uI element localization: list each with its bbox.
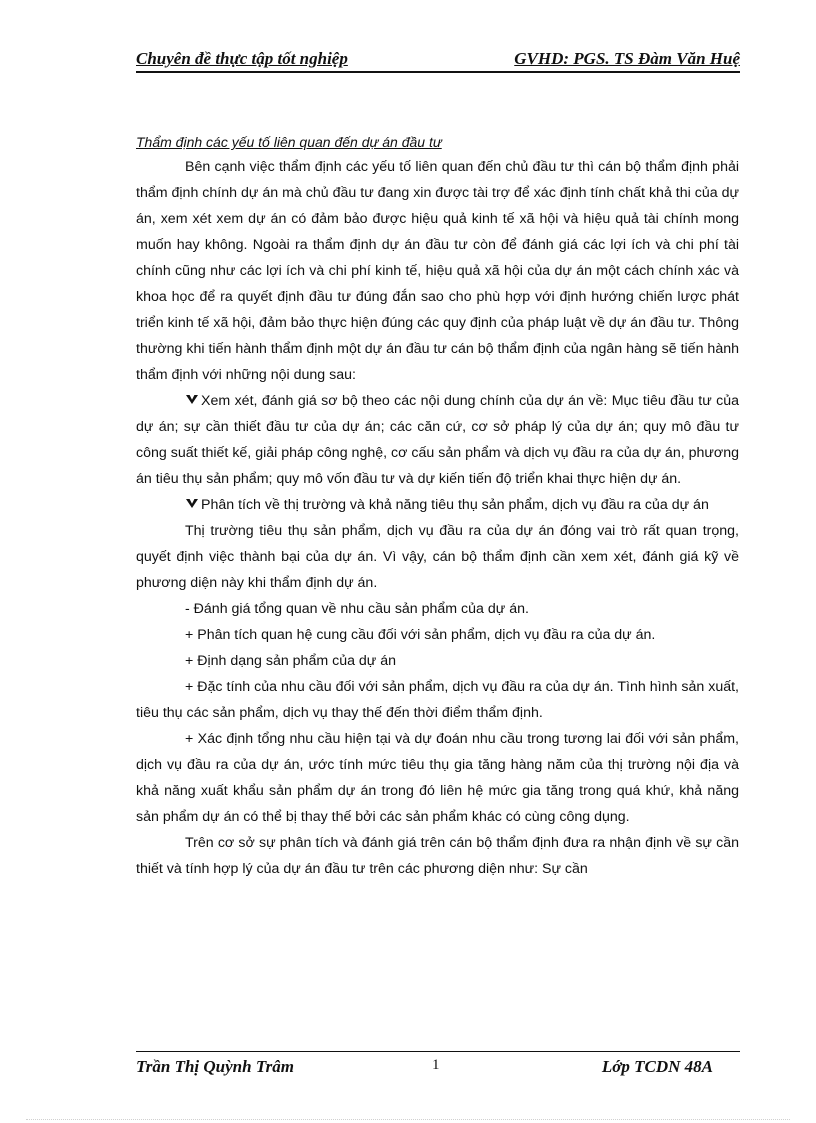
page-footer (136, 1051, 740, 1084)
market-paragraph: Thị trường tiêu thụ sản phẩm, dịch vụ đầu ra của dự án đóng vai trò rất quan trọng, quyết định việc thành bại của dự án. Vì vậy, cán bộ thẩm định cần xem xét, đánh giá kỹ về phương diện này khi thẩm định dự án. (136, 523, 739, 591)
check-mark-icon (185, 498, 199, 510)
format-item: + Định dạng sản phẩm của dự án (185, 653, 397, 669)
document-body (136, 130, 739, 882)
bullet-text-2: Phân tích về thị trường và khả năng tiêu thụ sản phẩm, dịch vụ đầu ra của dự án (201, 497, 709, 513)
bullet-paragraph-2 (136, 492, 739, 518)
conclusion-paragraph: Trên cơ sở sự phân tích và đánh giá trên cán bộ thẩm định đưa ra nhận định về sự cần thiết và tính hợp lý của dự án đầu tư trên các phương diện như: Sự cần (136, 835, 739, 877)
footer-author: Trần Thị Quỳnh Trâm (136, 1057, 294, 1076)
footer-class: Lớp TCDN 48A (601, 1057, 713, 1076)
overview-item: - Đánh giá tổng quan về nhu cầu sản phẩm của dự án. (185, 601, 529, 617)
header-title: Chuyên đề thực tập tốt nghiệp (136, 49, 348, 68)
intro-paragraph: Bên cạnh việc thẩm định các yếu tố liên quan đến chủ đầu tư thì cán bộ thẩm định phải thẩm định chính dự án mà chủ đầu tư đang xin được tài trợ để xác định tính chất khả thi của dự án, xem xét xem dự án có đảm bảo được hiệu quả kinh tế xã hội và hiệu quả tài chính mong muốn hay không. Ngoài ra thẩm định dự án đầu tư còn để đánh giá các lợi ích và chi phí tài chính cũng như các lợi ích và chi phí kinh tế, hiệu quả xã hội của dự án một cách chính xác và khoa học để ra quyết định đầu tư đúng đắn sao cho phù hợp với định hướng chiến lược phát triển kinh tế xã hội, đảm bảo thực hiện đúng các quy định của pháp luật về dự án đầu tư. Thông thường khi tiến hành thẩm định một dự án đầu tư cán bộ thẩm định của ngân hàng sẽ tiến hành thẩm định với những nội dung sau: (136, 159, 739, 383)
page-header (136, 49, 740, 73)
bullet-paragraph-1 (136, 388, 739, 492)
demand-item: + Xác định tổng nhu cầu hiện tại và dự đoán nhu cầu trong tương lai đối với sản phẩm, dịch vụ đầu ra của dự án, ước tính mức tiêu thụ gia tăng hàng năm của thị trường nội địa và khả năng xuất khẩu sản phẩm dự án trong đó liên hệ mức gia tăng trong quá khứ, khả năng sản phẩm dự án có thể bị thay thế bởi các sản phẩm khác có cùng công dụng. (136, 731, 739, 825)
check-mark-icon (185, 394, 199, 406)
bullet-text-1: Xem xét, đánh giá sơ bộ theo các nội dung chính của dự án về: Mục tiêu đầu tư của dự án; sự cần thiết đầu tư của dự án; các căn cứ, cơ sở pháp lý của dự án; quy mô đầu tư công suất thiết kế, giải pháp công nghệ, cơ cấu sản phẩm và dịch vụ đầu ra của dự án, phương án tiêu thụ sản phẩm; quy mô vốn đầu tư và dự kiến tiến độ triển khai thực hiện dự án. (136, 393, 739, 487)
header-advisor: GVHD: PGS. TS Đàm Văn Huệ (514, 49, 740, 68)
page-edge-divider (26, 1119, 790, 1120)
character-item: + Đặc tính của nhu cầu đối với sản phẩm, dịch vụ đầu ra của dự án. Tình hình sản xuất, tiêu thụ các sản phẩm, dịch vụ thay thế đến thời điểm thẩm định. (136, 679, 739, 721)
section-title: Thẩm định các yếu tố liên quan đến dự án đầu tư (136, 134, 442, 150)
relation-item: + Phân tích quan hệ cung cầu đối với sản phẩm, dịch vụ đầu ra của dự án. (185, 627, 656, 643)
page-number: 1 (432, 1057, 440, 1073)
